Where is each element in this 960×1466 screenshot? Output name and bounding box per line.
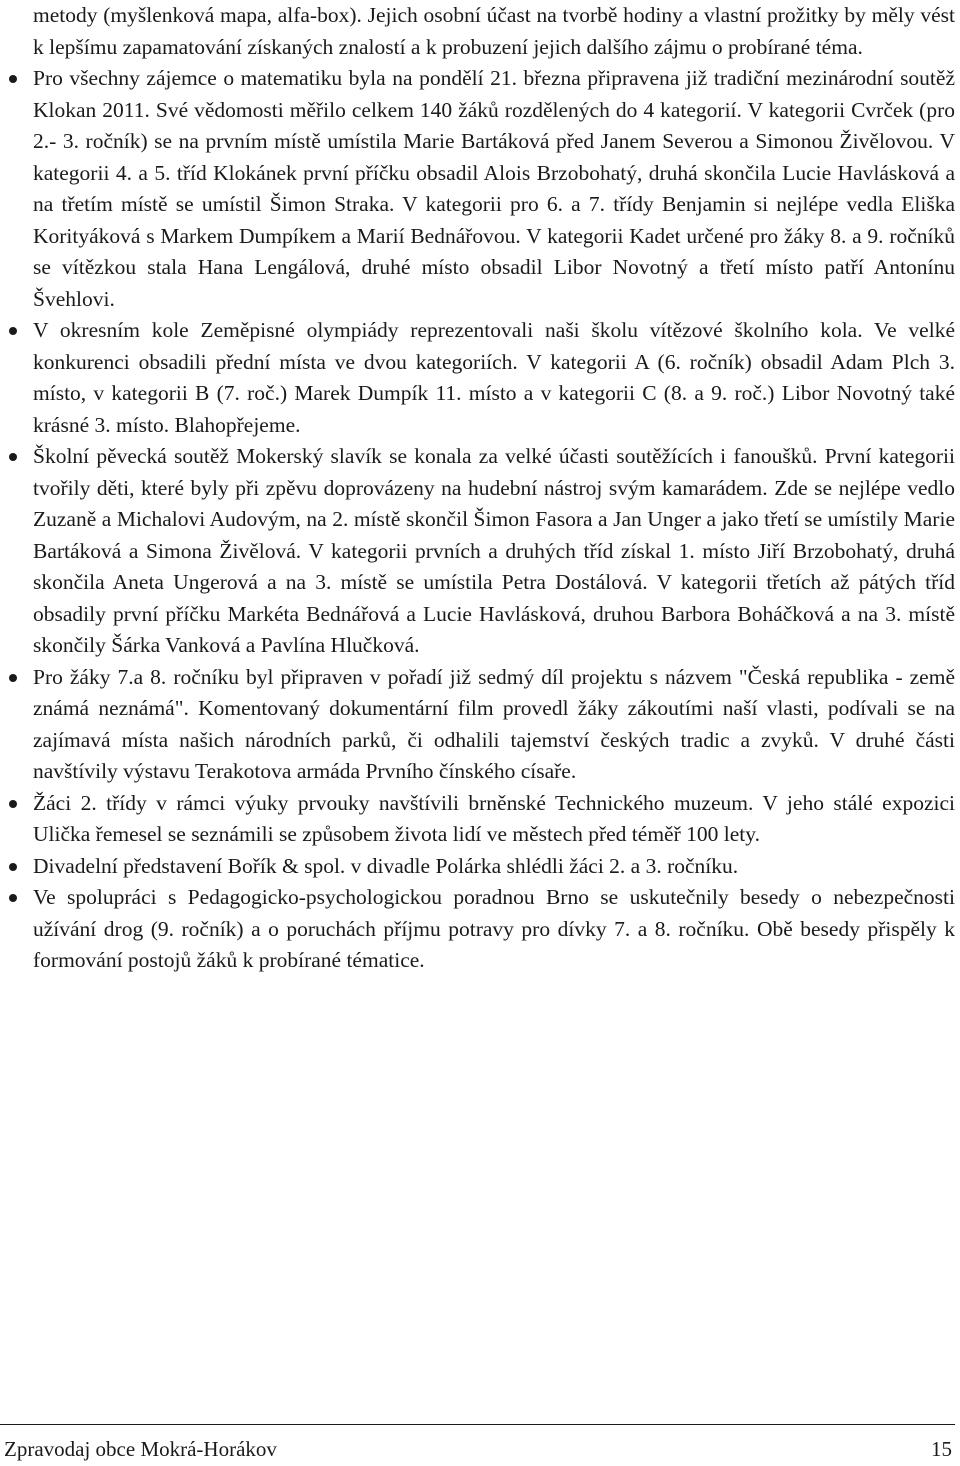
publication-title: Zpravodaj obce Mokrá-Horákov	[4, 1437, 277, 1461]
bullet-icon	[9, 800, 17, 808]
list-item	[33, 882, 955, 977]
bullet-icon	[9, 453, 17, 461]
news-list	[33, 63, 955, 977]
list-item	[33, 662, 955, 788]
list-item-text: Pro všechny zájemce o matematiku byla na pondělí 21. března připravena již tradiční mezinárodní soutěž Klokan 2011. Své vědomosti měřilo celkem 140 žáků rozdělených do 4 kategorií. V kategorii Cvrček (pro 2.- 3. ročník) se na prvním místě umístila Marie Bartáková před Janem Severou a Simonou Živělovou. V kategorii 4. a 5. tříd Klokánek první příčku obsadil Alois Brzobohatý, druhá skončila Lucie Havlásková a na třetím místě se umístil Šimon Straka. V kategorii pro 6. a 7. třídy Benjamin si nejlépe vedla Eliška Korityáková s Markem Dumpíkem a Marií Bednářovou. V kategorii Kadet určené pro žáky 8. a 9. ročníků se vítězkou stala Hana Lengálová, druhé místo obsadil Libor Novotný a třetí místo patří Antonínu Švehlovi.	[33, 66, 955, 311]
list-item-text: Pro žáky 7.a 8. ročníku byl připraven v pořadí již sedmý díl projektu s názvem "Česká republika - země známá neznámá". Komentovaný dokumentární film provedl žáky zákoutími naší vlasti, podívali se na zajímavá místa našich národních parků, či odhalili tajemství českých tradic a zvyků. V druhé části navštívily výstavu Terakotova armáda Prvního čínského císaře.	[33, 664, 955, 783]
list-item	[33, 851, 955, 883]
intro-paragraph: metody (myšlenková mapa, alfa-box). Jejich osobní účast na tvorbě hodiny a vlastní prožitky by měly vést k lepšímu zapamatování získaných znalostí a k probuzení jejich dalšího zájmu o probírané téma.	[33, 3, 955, 59]
list-item	[33, 63, 955, 315]
list-item-text: Žáci 2. třídy v rámci výuky prvouky navštívili brněnské Technického muzeum. V jeho stálé expozici Ulička řemesel se seznámili se způsobem života lidí ve městech před téměř 100 lety.	[33, 790, 955, 846]
page-number: 15	[931, 1437, 952, 1461]
list-item	[33, 788, 955, 851]
list-item	[33, 315, 955, 441]
bullet-icon	[9, 674, 17, 682]
bullet-icon	[9, 327, 17, 335]
list-item-text: V okresním kole Zeměpisné olympiády reprezentovali naši školu vítězové školního kola. Ve velké konkurenci obsadili přední místa ve dvou kategoriích. V kategorii A (6. ročník) obsadil Adam Plch 3. místo, v kategorii B (7. roč.) Marek Dumpík 11. místo a v kategorii C (8. a 9. roč.) Libor Novotný také krásné 3. místo. Blahopřejeme.	[33, 318, 955, 437]
bullet-icon	[9, 75, 17, 83]
bullet-icon	[9, 894, 17, 902]
list-item-text: Divadelní představení Bořík & spol. v divadle Polárka shlédli žáci 2. a 3. ročníku.	[33, 853, 739, 878]
list-item	[33, 441, 955, 662]
article-body	[33, 0, 955, 977]
bullet-icon	[9, 863, 17, 871]
list-item-text: Ve spolupráci s Pedagogicko-psychologickou poradnou Brno se uskutečnily besedy o nebezpečnosti užívání drog (9. ročník) a o poruchách příjmu potravy pro dívky 7. a 8. ročníku. Obě besedy přispěly k formování postojů žáků k probírané tématice.	[33, 885, 955, 972]
footer-divider	[0, 1424, 955, 1425]
list-item-text: Školní pěvecká soutěž Mokerský slavík se konala za velké účasti soutěžících i fanoušků. První kategorii tvořily děti, které byly při zpěvu doprovázeny na hudební nástroj svým kamarádem. Zde se nejlépe vedlo Zuzaně a Michalovi Audovým, na 2. místě skončil Šimon Fasora a Jan Unger a jako třetí se umístily Marie Bartáková a Simona Živělová. V kategorii prvních a druhých tříd získal 1. místo Jiří Brzobohatý, druhá skončila Aneta Ungerová a na 3. místě se umístila Petra Dostálová. V kategorii třetích až pátých tříd obsadily první příčku Markéta Bednářová a Lucie Havlásková, druhou Barbora Boháčková a na 3. místě skončily Šárka Vanková a Pavlína Hlučková.	[33, 444, 955, 657]
